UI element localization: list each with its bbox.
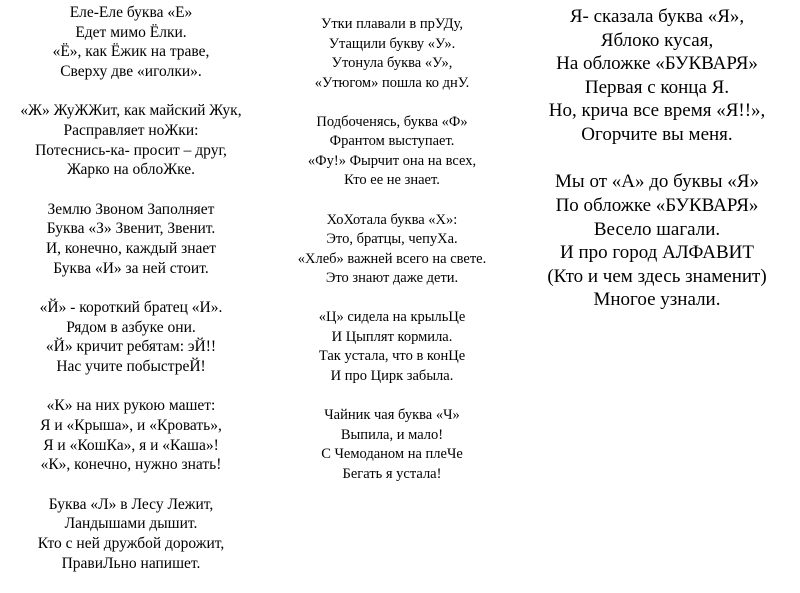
- poem-line: «К» на них рукою машет:: [46, 397, 216, 415]
- poem-line: ХоХотала буква «Х»:: [326, 211, 458, 228]
- poem-line: Утонула буква «У»,: [331, 55, 453, 71]
- stanza: [0, 101, 262, 180]
- poem-line: «К», конечно, нужно знать!: [40, 456, 222, 474]
- poem-line: «Й» кричит ребятам: эЙ!!: [45, 338, 217, 356]
- poem-line: Буква «И» за ней стоит.: [53, 259, 209, 277]
- poem-line: И, конечно, каждый знает: [45, 240, 217, 258]
- poem-line: Я и «Крыша», и «Кровать»,: [40, 416, 222, 434]
- poem-line: «Ц» сидела на крыльЦе: [318, 309, 466, 326]
- poem-line: Франтом выступает.: [329, 133, 455, 150]
- poem-line: Еле-Еле буква «Е»: [69, 4, 193, 21]
- poem-line: «Й» - короткий братец «И».: [39, 298, 223, 316]
- poem-line: Так устала, что в конЦе: [318, 348, 466, 365]
- poem-line: Это знают даже дети.: [325, 270, 459, 287]
- poem-line: Первая с конца Я.: [584, 76, 730, 98]
- poem-line: И про Цирк забыла.: [330, 367, 454, 384]
- poem-line: Мы от «А» до буквы «Я»: [555, 171, 759, 193]
- poem-line: «Ж» ЖуЖЖит, как майский Жук,: [20, 102, 242, 120]
- poem-line: Яблоко кусая,: [600, 29, 714, 51]
- poem-line: Сверху две «иголки».: [60, 63, 202, 81]
- poem-column-right: [516, 5, 798, 336]
- stanza: [0, 298, 262, 377]
- poem-line: (Кто и чем здесь знаменит): [547, 265, 767, 287]
- poem-line: Но, крича все время «Я!!»,: [548, 100, 766, 122]
- poem-line: Бегать я устала!: [342, 465, 442, 482]
- poem-line: Ландышами дышит.: [64, 515, 198, 533]
- poem-line: Огорчите вы меня.: [581, 123, 733, 145]
- poem-line: Многое узнали.: [593, 289, 721, 311]
- poem-line: Жарко на облоЖке.: [66, 161, 196, 179]
- poem-line: Это, братцы, чепуХа.: [326, 231, 458, 248]
- poem-line: Кто с ней дружбой дорожит,: [37, 534, 225, 552]
- poem-column-left: [0, 3, 262, 593]
- poem-line: Едет мимо Ёлки.: [75, 23, 187, 41]
- stanza: [276, 406, 508, 484]
- poem-line: Потеснись-ка- просит – друг,: [35, 141, 227, 159]
- poem-line: Утащили букву «У».: [328, 35, 456, 52]
- poem-line: Буква «Л» в Лесу Лежит,: [48, 495, 214, 513]
- poem-line: И Цыплят кормила.: [331, 328, 453, 345]
- stanza: [0, 396, 262, 475]
- poem-column-middle: [276, 15, 508, 504]
- poem-line: Подбоченясь, буква «Ф»: [316, 113, 468, 130]
- poem-line: Нас учите побыстреЙ!: [56, 358, 206, 376]
- poem-line: И про город АЛФАВИТ: [560, 242, 754, 264]
- stanza: [0, 495, 262, 574]
- poem-line: «Фу!» Фырчит она на всех,: [307, 152, 477, 169]
- poem-line: На обложке «БУКВАРЯ»: [556, 53, 758, 75]
- poem-line: Рядом в азбуке они.: [66, 318, 196, 336]
- poem-line: Я и «КошКа», я и «Каша»!: [43, 436, 219, 454]
- poem-line: С Чемоданом на плеЧе: [321, 446, 463, 463]
- poem-line: Весело шагали.: [593, 218, 721, 240]
- poem-line: Утки плавали в прУДу,: [321, 16, 463, 32]
- poem-line: «Утюгом» пошла ко днУ.: [314, 74, 470, 91]
- stanza: [0, 200, 262, 279]
- poem-line: «Хлеб» важней всего на свете.: [297, 250, 487, 267]
- poem-line: Я- сказала буква «Я»,: [569, 6, 745, 27]
- poem-line: Чайник чая буква «Ч»: [324, 407, 460, 424]
- stanza: [0, 3, 262, 82]
- poem-line: Выпила, и мало!: [340, 426, 444, 443]
- stanza: [276, 211, 508, 289]
- stanza: [276, 308, 508, 386]
- poem-line: Землю Звоном Заполняет: [47, 200, 215, 218]
- poem-line: «Ё», как Ёжик на траве,: [52, 43, 210, 61]
- poem-line: Буква «З» Звенит, Звенит.: [46, 220, 216, 238]
- poem-line: Кто ее не знает.: [344, 172, 440, 189]
- stanza: [516, 5, 798, 147]
- stanza: [276, 15, 508, 93]
- poem-line: ПравиЛьно напишет.: [61, 554, 201, 572]
- poem-line: По обложке «БУКВАРЯ»: [555, 194, 759, 216]
- poem-line: Расправляет ноЖки:: [63, 122, 199, 140]
- stanza: [516, 170, 798, 312]
- stanza: [276, 113, 508, 191]
